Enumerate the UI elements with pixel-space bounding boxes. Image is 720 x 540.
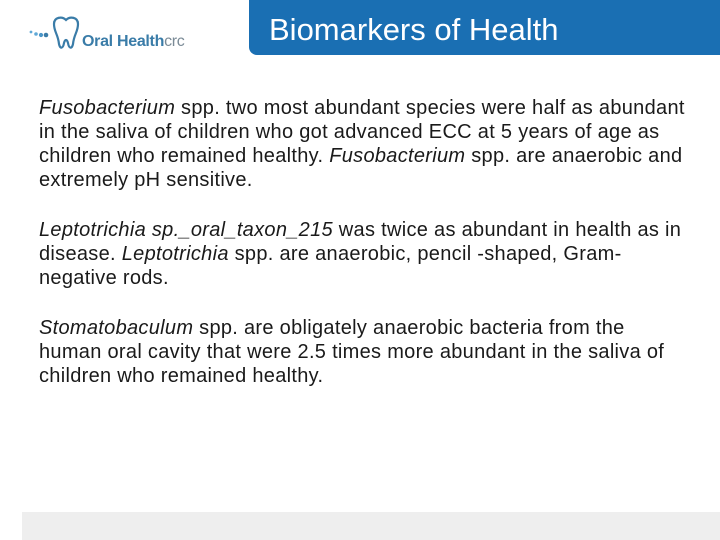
title-bar [249, 0, 720, 55]
taxon-name: Stomatobaculum [39, 317, 194, 339]
taxon-name: Fusobacterium [39, 97, 176, 119]
taxon-name: Leptotrichia [121, 243, 229, 265]
paragraph-text: spp. are anaerobic and extremely pH sensitive. [39, 145, 683, 191]
taxon-name: Leptotrichia sp._oral_taxon_215 [39, 219, 333, 241]
logo-brand-primary: Oral Health [82, 33, 165, 50]
tooth-icon [28, 14, 84, 54]
paragraph-text: was twice as abundant in health as in disease. [39, 219, 682, 265]
paragraph-leptotrichia [39, 218, 689, 290]
oral-health-crc-logo [28, 14, 203, 54]
paragraph-stomatobaculum [39, 316, 689, 388]
paragraph-text: spp. two most abundant species were half as abundant in the saliva of children who got advanced ECC at 5 years of age as children who remained healthy. [39, 97, 685, 167]
slide-header [0, 0, 720, 60]
paragraph-fusobacterium [39, 96, 689, 192]
footer-bar [22, 512, 720, 540]
paragraph-text: spp. are anaerobic, pencil -shaped, Gram-negative rods. [39, 243, 622, 289]
paragraph-text: spp. are obligately anaerobic bacteria from the human oral cavity that were 2.5 times more abundant in the saliva of children who remained healthy. [39, 317, 665, 387]
taxon-name: Fusobacterium [329, 145, 466, 167]
logo-wordmark [82, 33, 185, 51]
slide-body [39, 96, 689, 414]
slide-title: Biomarkers of Health [269, 12, 559, 47]
logo-brand-secondary: crc [164, 33, 185, 50]
